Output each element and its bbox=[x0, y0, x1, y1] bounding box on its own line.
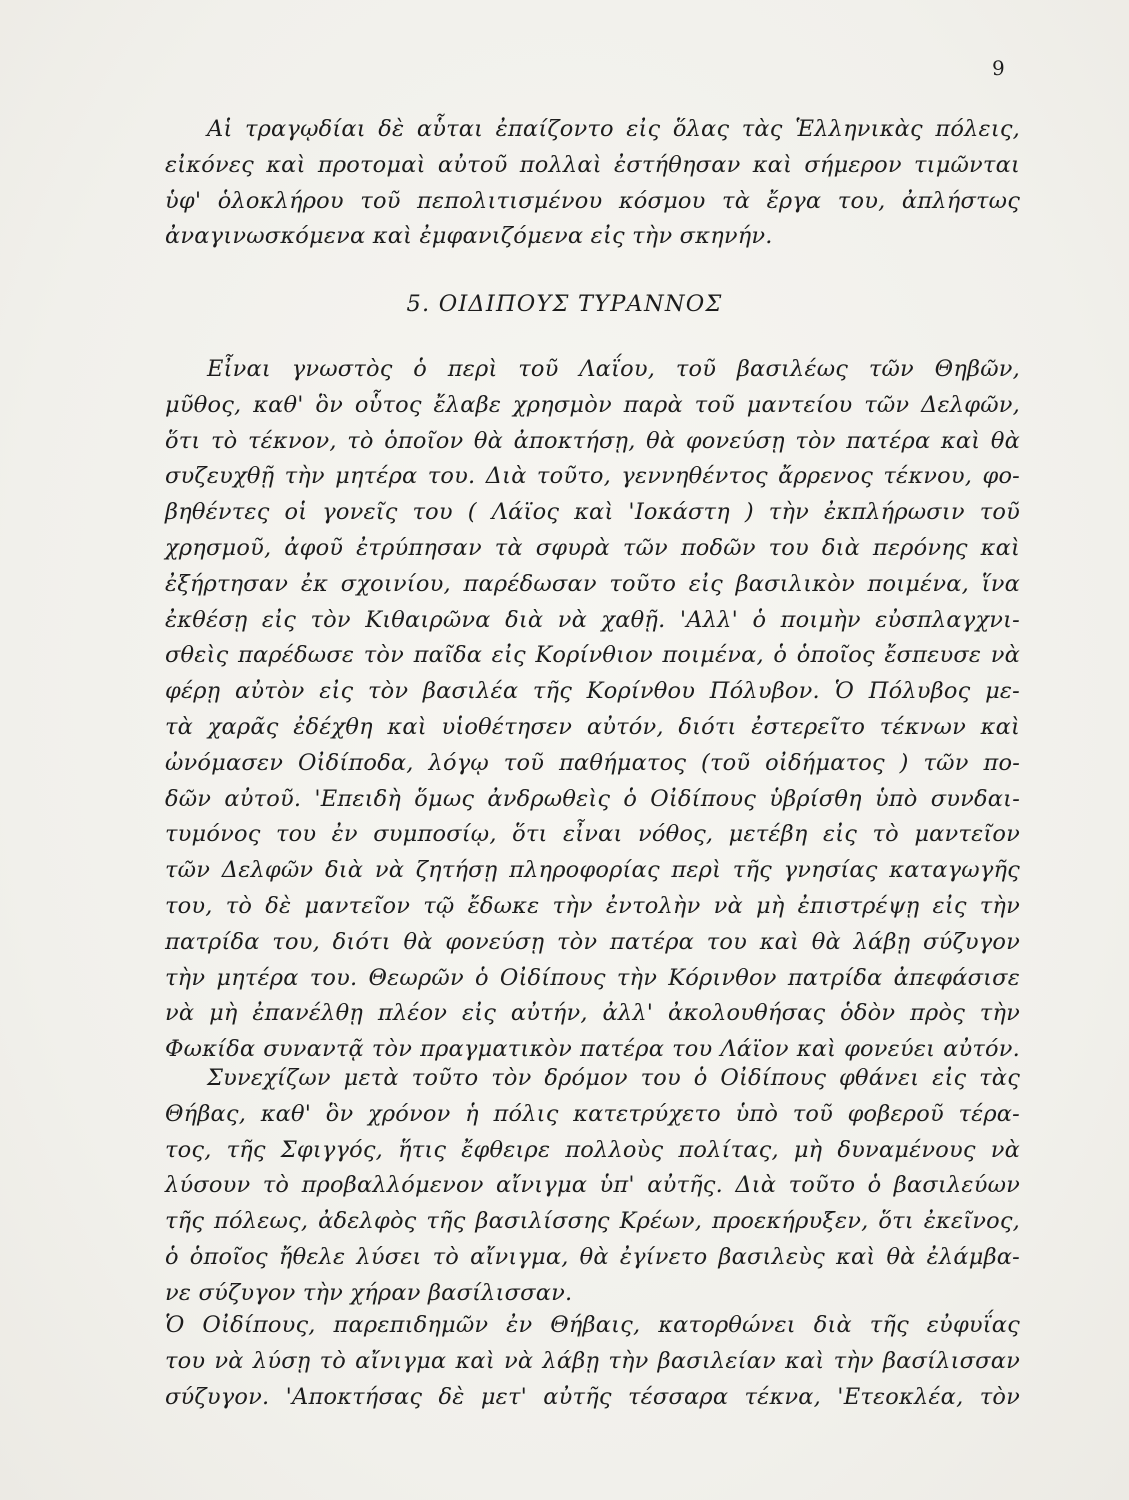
text-line: Συνεχίζων μετὰ τοῦτο τὸν δρόμον του ὁ Οἰδίπους φθάνει εἰς τὰς bbox=[207, 1065, 1020, 1091]
text-line: ἐξήρτησαν ἐκ σχοινίου, παρέδωσαν τοῦτο εἰς βασιλικὸν ποιμένα, ἵνα bbox=[165, 570, 1020, 597]
text-line: νὰ μὴ ἐπανέλθῃ πλέον εἰς αὐτήν, ἀλλ' ἀκολουθήσας ὁδὸν πρὸς τὴν bbox=[165, 1000, 1020, 1027]
text-line: λύσουν τὸ προβαλλόμενον αἴνιγμα ὑπ' αὐτῆς. Διὰ τοῦτο ὁ βασιλεύων bbox=[165, 1172, 1020, 1199]
text-line: Ὁ Οἰδίπους, παρεπιδημῶν ἐν Θήβαις, κατορθώνει διὰ τῆς εὐφυΐας bbox=[165, 1312, 1020, 1338]
text-line: μῦθος, καθ' ὃν οὗτος ἔλαβε χρησμὸν παρὰ τοῦ μαντείου τῶν Δελφῶν, bbox=[165, 391, 1020, 418]
text-line: ἀναγινωσκόμενα καὶ ἐμφανιζόμενα εἰς τὴν σκηνήν. bbox=[165, 223, 773, 250]
text-line: νε σύζυγον τὴν χήραν βασίλισσαν. bbox=[165, 1279, 573, 1306]
text-line: τος, τῆς Σφιγγός, ἥτις ἔφθειρε πολλοὺς πολίτας, μὴ δυναμένους νὰ bbox=[165, 1136, 1020, 1163]
text-line: φέρῃ αὐτὸν εἰς τὸν βασιλέα τῆς Κορίνθου Πόλυβον. Ὁ Πόλυβος με- bbox=[165, 678, 1020, 705]
text-line: τῆς πόλεως, ἀδελφὸς τῆς βασιλίσσης Κρέων, προεκήρυξεν, ὅτι ἐκεῖνος, bbox=[165, 1208, 1020, 1235]
text-line: βηθέντες οἱ γονεῖς του ( Λάϊος καὶ 'Ιοκάστη ) τὴν ἐκπλήρωσιν τοῦ bbox=[165, 499, 1020, 526]
text-line: σθεὶς παρέδωσε τὸν παῖδα εἰς Κορίνθιον ποιμένα, ὁ ὁποῖος ἔσπευσε νὰ bbox=[165, 642, 1020, 669]
text-line: Θήβας, καθ' ὃν χρόνον ἡ πόλις κατετρύχετο ὑπὸ τοῦ φοβεροῦ τέρα- bbox=[165, 1100, 1020, 1127]
text-line: Εἶναι γνωστὸς ὁ περὶ τοῦ Λαΐου, τοῦ βασιλέως τῶν Θηβῶν, bbox=[207, 356, 1020, 382]
text-line: Αἱ τραγῳδίαι δὲ αὗται ἐπαίζοντο εἰς ὅλας τὰς Ἑλληνικὰς πόλεις, bbox=[207, 116, 1020, 142]
text-line: ὑφ' ὁλοκλήρου τοῦ πεπολιτισμένου κόσμου τὰ ἔργα του, ἀπλήστως bbox=[165, 187, 1020, 214]
text-line: ὅτι τὸ τέκνον, τὸ ὁποῖον θὰ ἀποκτήσῃ, θὰ φονεύσῃ τὸν πατέρα καὶ θὰ bbox=[165, 427, 1020, 454]
text-line: τὴν μητέρα του. Θεωρῶν ὁ Οἰδίπους τὴν Κόρινθον πατρίδα ἀπεφάσισε bbox=[165, 964, 1020, 991]
story-paragraph-2 bbox=[165, 1061, 1020, 1312]
text-line: ὠνόμασεν Οἰδίποδα, λόγῳ τοῦ παθήματος (τοῦ οἰδήματος ) τῶν πο- bbox=[165, 749, 1020, 776]
text-line: Φωκίδα συναντᾷ τὸν πραγματικὸν πατέρα του Λάϊον καὶ φονεύει αὐτόν. bbox=[165, 1036, 1020, 1063]
text-line: πατρίδα του, διότι θὰ φονεύσῃ τὸν πατέρα του καὶ θὰ λάβῃ σύζυγον bbox=[165, 928, 1020, 955]
text-line: σύζυγον. 'Αποκτήσας δὲ μετ' αὐτῆς τέσσαρα τέκνα, 'Ετεοκλέα, τὸν bbox=[165, 1383, 1020, 1410]
text-line: του νὰ λύσῃ τὸ αἴνιγμα καὶ νὰ λάβῃ τὴν βασιλείαν καὶ τὴν βασίλισσαν bbox=[165, 1347, 1020, 1374]
page-number: 9 bbox=[992, 56, 1005, 80]
text-line: ὁ ὁποῖος ἤθελε λύσει τὸ αἴνιγμα, θὰ ἐγίνετο βασιλεὺς καὶ θὰ ἐλάμβα- bbox=[165, 1243, 1020, 1270]
text-line: τυμόνος του ἐν συμποσίῳ, ὅτι εἶναι νόθος, μετέβη εἰς τὸ μαντεῖον bbox=[165, 821, 1020, 848]
text-line: τῶν Δελφῶν διὰ νὰ ζητήσῃ πληροφορίας περὶ τῆς γνησίας καταγωγῆς bbox=[165, 857, 1020, 884]
section-heading: 5. ΟΙΔΙΠΟΥΣ ΤΥΡΑΝΝΟΣ bbox=[406, 291, 723, 317]
intro-paragraph bbox=[165, 112, 1020, 255]
text-line: ἐκθέσῃ εἰς τὸν Κιθαιρῶνα διὰ νὰ χαθῇ. 'Αλλ' ὁ ποιμὴν εὐσπλαγχνι- bbox=[165, 606, 1020, 633]
text-line: χρησμοῦ, ἀφοῦ ἐτρύπησαν τὰ σφυρὰ τῶν ποδῶν του διὰ περόνης καὶ bbox=[165, 534, 1020, 561]
text-line: εἰκόνες καὶ προτομαὶ αὐτοῦ πολλαὶ ἐστήθησαν καὶ σήμερον τιμῶνται bbox=[165, 151, 1020, 178]
text-line: του, τὸ δὲ μαντεῖον τῷ ἔδωκε τὴν ἐντολὴν νὰ μὴ ἐπιστρέψῃ εἰς τὴν bbox=[165, 892, 1020, 919]
story-paragraph-3 bbox=[165, 1308, 1020, 1415]
text-line: συζευχθῇ τὴν μητέρα του. Διὰ τοῦτο, γεννηθέντος ἄρρενος τέκνου, φο- bbox=[165, 463, 1020, 490]
text-line: δῶν αὐτοῦ. 'Επειδὴ ὅμως ἀνδρωθεὶς ὁ Οἰδίπους ὑβρίσθη ὑπὸ συνδαι- bbox=[165, 785, 1020, 812]
text-line: τὰ χαρᾶς ἐδέχθη καὶ υἱοθέτησεν αὐτόν, διότι ἐστερεῖτο τέκνων καὶ bbox=[165, 713, 1020, 740]
story-paragraph-1 bbox=[165, 352, 1020, 1068]
